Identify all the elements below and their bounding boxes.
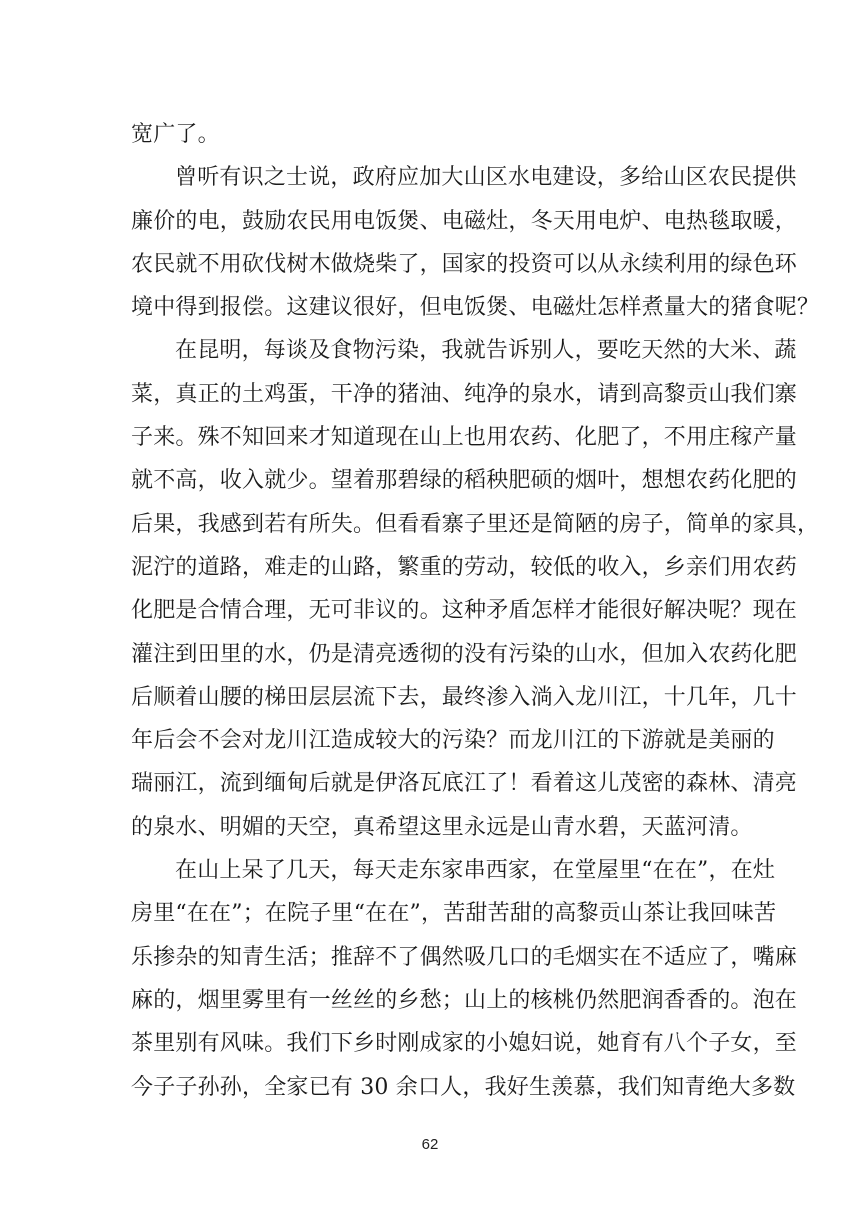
body-text (131, 113, 820, 1109)
paragraph-2-line-8: 后顺着山腰的梯田层层流下去，最终渗入淌入龙川江，十几年，几十 (131, 684, 798, 710)
paragraph-2-line-7: 灌注到田里的水，仍是清亮透彻的没有污染的山水，但加入农药化肥 (131, 641, 798, 667)
paragraph-3-line-0: 在山上呆了几天，每天走东家串西家，在堂屋里“在在”，在灶 (175, 858, 776, 884)
paragraph-1-line-0: 曾听有识之士说，政府应加大山区水电建设，多给山区农民提供 (175, 165, 797, 191)
paragraph-3-line-5: 今子子孙孙，全家已有 30 余口人，我好生羡慕，我们知青绝大多数 (131, 1074, 796, 1100)
paragraph-2-line-2: 子来。殊不知回来才知道现在山上也用农药、化肥了，不用庄稼产量 (131, 425, 798, 451)
paragraph-2-line-1: 菜，真正的土鸡蛋，干净的猪油、纯净的泉水，请到高黎贡山我们寨 (131, 381, 798, 407)
paragraph-2-line-11: 的泉水、明媚的天空，真希望这里永远是山青水碧，天蓝河清。 (131, 814, 753, 840)
paragraph-1-line-1: 廉价的电，鼓励农民用电饭煲、电磁灶，冬天用电炉、电热毯取暖， (131, 208, 798, 234)
paragraph-2-line-10: 瑞丽江，流到缅甸后就是伊洛瓦底江了！看着这儿茂密的森林、清亮 (131, 771, 798, 797)
paragraph-2-line-0: 在昆明，每谈及食物污染，我就告诉别人，要吃天然的大米、蔬 (175, 338, 797, 364)
paragraph-1-line-2: 农民就不用砍伐树木做烧柴了，国家的投资可以从永续利用的绿色环 (131, 251, 798, 277)
paragraph-2-line-3: 就不高，收入就少。望着那碧绿的稻秧肥硕的烟叶，想想农药化肥的 (131, 468, 798, 494)
paragraph-3-line-4: 茶里别有风味。我们下乡时刚成家的小媳妇说，她育有八个子女，至 (131, 1031, 798, 1057)
page-number: 62 (421, 1136, 439, 1153)
paragraph-2-line-4: 后果，我感到若有所失。但看看寨子里还是简陋的房子，简单的家具， (131, 511, 820, 537)
paragraph-3-line-2: 乐掺杂的知青生活；推辞不了偶然吸几口的毛烟实在不适应了，嘴麻 (131, 944, 798, 970)
paragraph-2-line-5: 泥泞的道路，难走的山路，繁重的劳动，较低的收入，乡亲们用农药 (131, 554, 798, 580)
paragraph-2-line-6: 化肥是合情合理，无可非议的。这种矛盾怎样才能很好解决呢？现在 (131, 598, 798, 624)
paragraph-0-line-0: 宽广了。 (131, 122, 220, 147)
paragraph-3-line-3: 麻的，烟里雾里有一丝丝的乡愁；山上的核桃仍然肥润香香的。泡在 (131, 987, 798, 1013)
paragraph-1-line-3: 境中得到报偿。这建议很好，但电饭煲、电磁灶怎样煮量大的猪食呢？ (131, 295, 820, 321)
paragraph-3-line-1: 房里“在在”；在院子里“在在”，苦甜苦甜的高黎贡山茶让我回味苦 (131, 901, 777, 927)
paragraph-2-line-9: 年后会不会对龙川江造成较大的污染？而龙川江的下游就是美丽的 (131, 728, 775, 754)
